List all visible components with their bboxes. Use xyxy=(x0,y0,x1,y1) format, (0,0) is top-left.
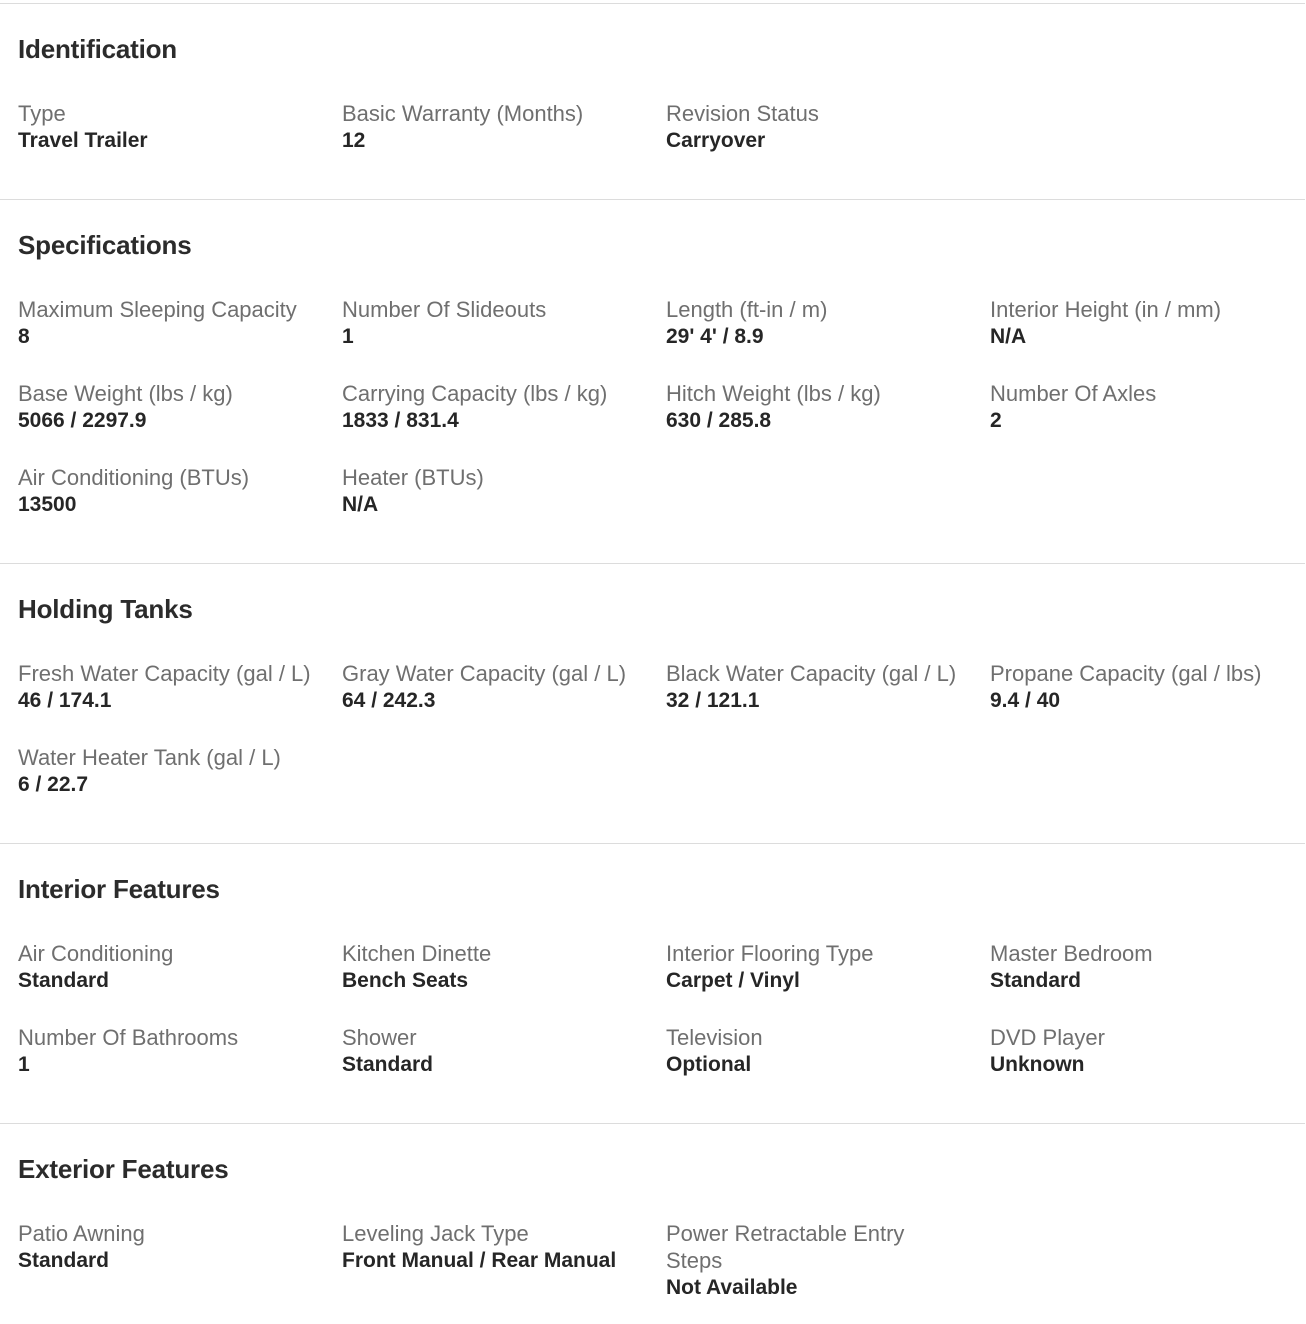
spec-fresh-water-capacity xyxy=(18,660,342,744)
spec-value: N/A xyxy=(342,493,379,516)
spec-label: Gray Water Capacity (gal / L) xyxy=(342,661,627,686)
spec-label: Kitchen Dinette xyxy=(342,941,492,966)
spec-number-of-axles xyxy=(990,380,1306,464)
spec-value: Optional xyxy=(666,1053,752,1076)
spec-label: Leveling Jack Type xyxy=(342,1221,529,1246)
spec-value: Bench Seats xyxy=(342,969,469,992)
spec-label: Shower xyxy=(342,1025,417,1050)
spec-label: Revision Status xyxy=(666,101,819,126)
spec-length xyxy=(666,296,990,380)
spec-label: Fresh Water Capacity (gal / L) xyxy=(18,661,311,686)
spec-base-weight xyxy=(18,380,342,464)
spec-value: 46 / 174.1 xyxy=(18,689,112,712)
spec-max-sleeping-capacity xyxy=(18,296,342,380)
spec-heater-btus xyxy=(342,464,666,548)
spec-grid xyxy=(18,940,1306,1108)
spec-label: Basic Warranty (Months) xyxy=(342,101,584,126)
spec-value: 1833 / 831.4 xyxy=(342,409,459,432)
spec-label: Maximum Sleeping Capacity xyxy=(18,297,297,322)
spec-value: 9.4 / 40 xyxy=(990,689,1061,712)
spec-value: 64 / 242.3 xyxy=(342,689,436,712)
spec-label: DVD Player xyxy=(990,1025,1105,1050)
spec-value: Unknown xyxy=(990,1053,1085,1076)
spec-value: Front Manual / Rear Manual xyxy=(342,1249,617,1272)
spec-value: 12 xyxy=(342,129,366,152)
spec-value: 8 xyxy=(18,325,30,348)
spec-interior-height xyxy=(990,296,1306,380)
spec-patio-awning xyxy=(18,1220,342,1304)
section-title: Specifications xyxy=(18,230,192,260)
section-title: Identification xyxy=(18,34,177,64)
spec-label: Interior Flooring Type xyxy=(666,941,874,966)
spec-value: Standard xyxy=(342,1053,434,1076)
spec-dvd-player xyxy=(990,1024,1306,1108)
spec-gray-water-capacity xyxy=(342,660,666,744)
spec-number-of-bathrooms xyxy=(18,1024,342,1108)
spec-label: Interior Height (in / mm) xyxy=(990,297,1222,322)
spec-air-conditioning-btus xyxy=(18,464,342,548)
spec-value: Standard xyxy=(990,969,1082,992)
spec-leveling-jack-type xyxy=(342,1220,666,1304)
spec-grid xyxy=(18,100,1306,184)
section-holding-tanks xyxy=(0,563,1305,843)
spec-propane-capacity xyxy=(990,660,1306,744)
spec-kitchen-dinette xyxy=(342,940,666,1024)
section-specifications xyxy=(0,199,1305,563)
spec-label: Power Retractable Entry Steps xyxy=(666,1221,905,1273)
spec-value: Carpet / Vinyl xyxy=(666,969,800,992)
spec-label: Carrying Capacity (lbs / kg) xyxy=(342,381,608,406)
spec-value: Standard xyxy=(18,1249,110,1272)
spec-label: Water Heater Tank (gal / L) xyxy=(18,745,281,770)
spec-label: Air Conditioning xyxy=(18,941,174,966)
spec-value: 6 / 22.7 xyxy=(18,773,89,796)
spec-label: Heater (BTUs) xyxy=(342,465,484,490)
spec-value: 2 xyxy=(990,409,1002,432)
spec-shower xyxy=(342,1024,666,1108)
spec-value: N/A xyxy=(990,325,1027,348)
spec-value: 13500 xyxy=(18,493,77,516)
spec-value: Travel Trailer xyxy=(18,129,148,152)
spec-label: Propane Capacity (gal / lbs) xyxy=(990,661,1262,686)
spec-grid xyxy=(18,1220,1306,1304)
spec-type xyxy=(18,100,342,184)
spec-label: Air Conditioning (BTUs) xyxy=(18,465,250,490)
spec-master-bedroom xyxy=(990,940,1306,1024)
spec-revision-status xyxy=(666,100,990,184)
spec-number-of-slideouts xyxy=(342,296,666,380)
spec-basic-warranty xyxy=(342,100,666,184)
spec-hitch-weight xyxy=(666,380,990,464)
spec-label: Television xyxy=(666,1025,763,1050)
spec-label: Length (ft-in / m) xyxy=(666,297,828,322)
spec-value: Not Available xyxy=(666,1276,798,1299)
section-title: Exterior Features xyxy=(18,1154,229,1184)
spec-label: Number Of Bathrooms xyxy=(18,1025,239,1050)
spec-label: Patio Awning xyxy=(18,1221,145,1246)
spec-label: Base Weight (lbs / kg) xyxy=(18,381,233,406)
spec-power-retractable-entry-steps xyxy=(666,1220,990,1304)
spec-label: Hitch Weight (lbs / kg) xyxy=(666,381,881,406)
spec-label: Master Bedroom xyxy=(990,941,1153,966)
spec-television xyxy=(666,1024,990,1108)
spec-interior-flooring-type xyxy=(666,940,990,1024)
section-title: Holding Tanks xyxy=(18,594,193,624)
spec-water-heater-tank xyxy=(18,744,342,828)
section-title: Interior Features xyxy=(18,874,220,904)
spec-label: Type xyxy=(18,101,66,126)
spec-value: 5066 / 2297.9 xyxy=(18,409,147,432)
spec-grid xyxy=(18,660,1306,828)
spec-label: Number Of Axles xyxy=(990,381,1157,406)
spec-air-conditioning xyxy=(18,940,342,1024)
spec-label: Number Of Slideouts xyxy=(342,297,547,322)
spec-label: Black Water Capacity (gal / L) xyxy=(666,661,957,686)
section-exterior-features xyxy=(0,1123,1305,1324)
spec-value: 1 xyxy=(18,1053,30,1076)
spec-value: 32 / 121.1 xyxy=(666,689,760,712)
spec-value: 630 / 285.8 xyxy=(666,409,772,432)
spec-black-water-capacity xyxy=(666,660,990,744)
section-interior-features xyxy=(0,843,1305,1123)
spec-value: 1 xyxy=(342,325,354,348)
spec-carrying-capacity xyxy=(342,380,666,464)
section-identification xyxy=(0,3,1305,199)
spec-value: Standard xyxy=(18,969,110,992)
spec-value: 29' 4' / 8.9 xyxy=(666,325,764,348)
spec-grid xyxy=(18,296,1306,548)
spec-value: Carryover xyxy=(666,129,766,152)
